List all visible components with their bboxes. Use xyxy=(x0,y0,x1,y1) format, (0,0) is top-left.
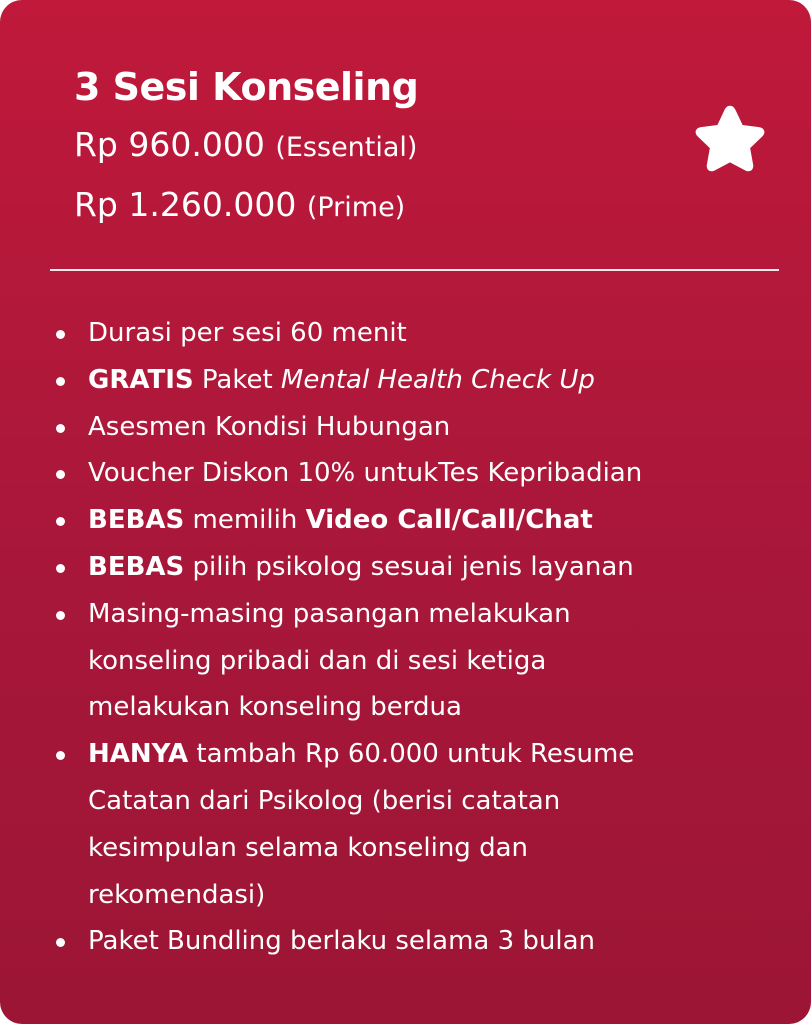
feature-text: konseling pribadi dan di sesi ketiga xyxy=(88,645,547,676)
list-item xyxy=(52,404,797,451)
price-prime-amount: Rp 1.260.000 xyxy=(74,185,297,224)
bullet-icon xyxy=(56,751,65,760)
price-essential xyxy=(74,116,674,176)
feature-text: Catatan dari Psikolog (berisi catatan xyxy=(88,785,561,816)
bullet-icon xyxy=(56,470,65,479)
bullet-icon xyxy=(56,424,65,433)
price-prime xyxy=(74,176,674,236)
price-essential-amount: Rp 960.000 xyxy=(74,125,265,164)
feature-emphasis: Video Call/Call/Chat xyxy=(305,505,593,536)
feature-text: Masing-masing pasangan melakukan xyxy=(88,598,571,629)
feature-text: Durasi per sesi 60 menit xyxy=(88,318,407,348)
feature-text: kesimpulan selama konseling dan xyxy=(88,832,528,863)
list-item xyxy=(52,544,797,591)
list-item xyxy=(52,310,797,357)
feature-text: Asesmen Kondisi Hubungan xyxy=(88,411,451,442)
feature-italic: Mental Health Check Up xyxy=(280,364,595,395)
feature-text: rekomendasi) xyxy=(88,879,266,910)
bullet-icon xyxy=(56,938,65,947)
bullet-icon xyxy=(56,330,65,339)
star-icon xyxy=(688,100,772,182)
bullet-icon xyxy=(56,517,65,526)
list-item xyxy=(52,497,797,544)
feature-list xyxy=(52,310,797,965)
package-title: 3 Sesi Konseling xyxy=(74,65,419,109)
feature-text: Voucher Diskon 10% untukTes Kepribadian xyxy=(88,458,643,489)
list-item xyxy=(52,591,797,731)
card-header xyxy=(74,58,674,236)
list-item xyxy=(52,357,797,404)
list-item xyxy=(52,731,797,918)
feature-text: Paket Bundling berlaku selama 3 bulan xyxy=(88,926,596,957)
feature-emphasis: BEBAS xyxy=(88,551,185,582)
bullet-icon xyxy=(56,564,65,573)
bullet-icon xyxy=(56,611,65,620)
price-essential-tier: (Essential) xyxy=(275,132,418,163)
price-prime-tier: (Prime) xyxy=(306,192,406,223)
feature-text: pilih psikolog sesuai jenis layanan xyxy=(184,551,634,582)
list-item xyxy=(52,918,797,965)
feature-emphasis: GRATIS xyxy=(88,364,194,395)
header-divider xyxy=(50,269,779,271)
list-item xyxy=(52,450,797,497)
feature-text: melakukan konseling berdua xyxy=(88,692,462,723)
feature-text: memilih xyxy=(184,505,306,536)
feature-emphasis: BEBAS xyxy=(88,505,185,536)
bullet-icon xyxy=(56,377,65,386)
feature-text: Paket xyxy=(193,364,281,395)
feature-emphasis: HANYA xyxy=(88,739,189,770)
feature-text: tambah Rp 60.000 untuk Resume xyxy=(188,739,635,770)
